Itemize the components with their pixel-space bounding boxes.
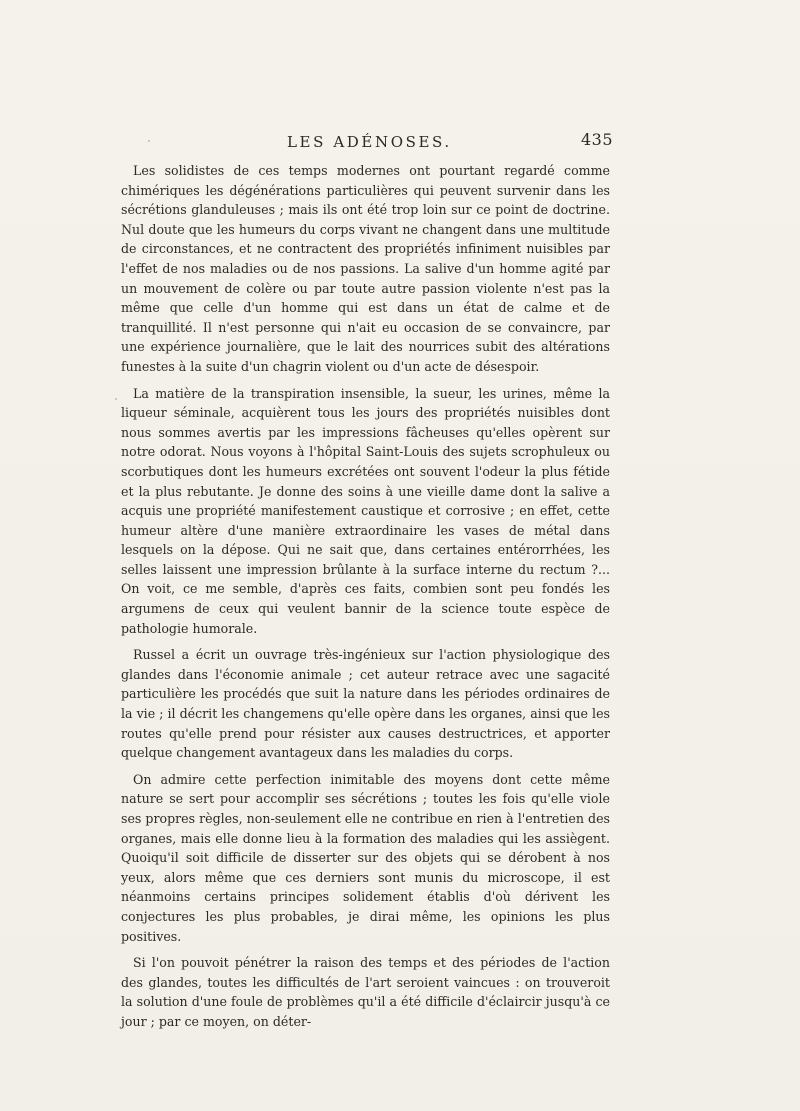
- paragraph: Les solidistes de ces temps modernes ont pourtant regardé comme chimériques les dégénérations particulières qui peuvent survenir dans les sécrétions glanduleuses ; mais ils ont été trop loin sur ce point de doctrine. Nul doute que les humeurs du corps vivant ne changent dans une multitude de circonstances, et ne contractent des propriétés infiniment nuisibles par l'effet de nos maladies ou de nos passions. La salive d'un homme agité par un mouvement de colère ou par toute autre passion violente n'est pas la même que celle d'un homme qui est dans un état de calme et de tranquillité. Il n'est personne qui n'ait eu occasion de se convaincre, par une expérience journalière, que le lait des nourrices subit des altérations funestes à la suite d'un chagrin violent ou d'un acte de désespoir.: [121, 163, 610, 374]
- paragraph: La matière de la transpiration insensible, la sueur, les urines, même la liqueur séminale, acquièrent tous les jours des propriétés nuisibles dont nous sommes avertis par les impressions fâcheuses qu'elles opèrent sur notre odorat. Nous voyons à l'hôpital Saint-Louis des sujets scrophuleux ou scorbutiques dont les humeurs excrétées ont souvent l'odeur la plus fétide et la plus rebutante. Je donne des soins à une vieille dame dont la salive a acquis une propriété manifestement caustique et corrosive ; en effet, cette humeur altère d'une manière extraordinaire les vases de métal dans lesquels on la dépose. Qui ne sait que, dans certaines entérorrhées, les selles laissent une impression brûlante à la surface interne du rectum ?... On voit, ce me semble, d'après ces faits, combien sont peu fondés les argumens de ceux qui veulent bannir de la science toute espèce de pathologie humorale.: [121, 385, 610, 636]
- paragraph: On admire cette perfection inimitable des moyens dont cette même nature se sert pour accomplir ses sécrétions ; toutes les fois qu'elle viole ses propres règles, non-seulement elle ne contribue en rien à l'entretien des organes, mais elle donne lieu à la formation des maladies qui les assiègent. Quoiqu'il soit difficile de disserter sur des objets qui se dérobent à nos yeux, alors même que ces derniers sont munis du microscope, il est néanmoins certains principes solidement établis d'où dérivent les conjectures les plus probables, je dirai même, les opinions les plus positives.: [121, 771, 610, 944]
- page-number: 435: [581, 130, 614, 149]
- running-title: LES ADÉNOSES.: [287, 133, 452, 151]
- running-head: [0, 130, 800, 157]
- paper-speck: [148, 140, 150, 142]
- body-text: [121, 161, 610, 1039]
- paragraph: Si l'on pouvoit pénétrer la raison des temps et des périodes de l'action des glandes, toutes les difficultés de l'art seroient vaincues : on trouveroit la solution d'une foule de problèmes qu'il a été difficile d'éclaircir jusqu'à ce jour ; par ce moyen, on déter-: [121, 955, 610, 1029]
- paper-speck: [115, 398, 117, 400]
- paragraph: Russel a écrit un ouvrage très-ingénieux sur l'action physiologique des glandes dans l'économie animale ; cet auteur retrace avec une sagacité particulière les procédés que suit la nature dans les périodes ordinaires de la vie ; il décrit les changemens qu'elle opère dans les organes, ainsi que les routes qu'elle prend pour résister aux causes destructrices, et apporter quelque changement avantageux dans les maladies du corps.: [121, 647, 610, 761]
